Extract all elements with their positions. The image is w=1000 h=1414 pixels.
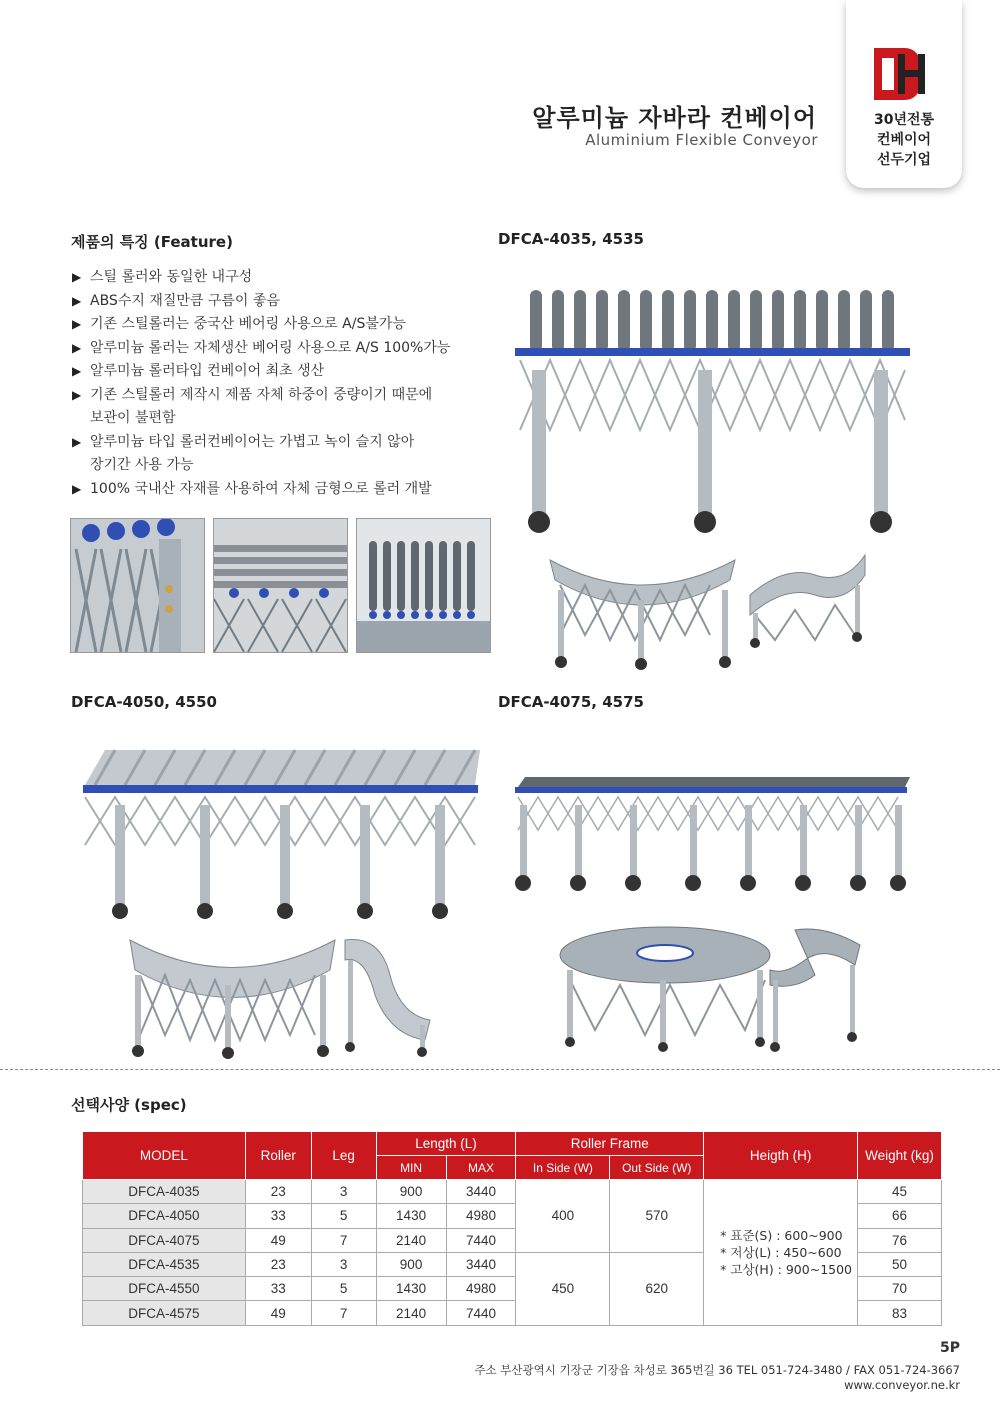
cell-max: 7440 (446, 1301, 516, 1325)
cell-max: 4980 (446, 1277, 516, 1301)
page-subtitle: Aluminium Flexible Conveyor (585, 131, 818, 149)
cell-leg: 3 (311, 1180, 376, 1204)
feature-text: 기존 스틸롤러는 중국산 베어링 사용으로 A/S불가능 (90, 316, 406, 332)
feature-text: ABS수지 재질만큼 구름이 좋음 (90, 292, 280, 309)
header-roller-frame: Roller Frame (516, 1132, 704, 1156)
product-photo-4035-curve (540, 540, 745, 670)
arrow-bullet-icon: ▶ (72, 270, 82, 284)
height-note-standard: * 표준(S) : 600~900 (720, 1227, 843, 1243)
feature-item (72, 360, 472, 384)
company-logo-icon (874, 48, 932, 100)
feature-text: 100% 국내산 자재를 사용하여 자체 금형으로 롤러 개발 (90, 480, 432, 497)
cell-in-side-45: 450 (516, 1252, 610, 1325)
feature-text: 알루미늄 롤러는 자체생산 베어링 사용으로 A/S 100%가능 (90, 339, 451, 356)
tagline-line-3: 선두기업 (876, 152, 932, 168)
arrow-bullet-icon: ▶ (72, 481, 82, 496)
cell-model: DFCA-4050 (83, 1204, 246, 1228)
spec-heading: 선택사양 (spec) (71, 1096, 187, 1114)
cell-max: 7440 (446, 1228, 516, 1252)
detail-photo-1 (70, 518, 205, 653)
cell-min: 2140 (376, 1228, 446, 1252)
cell-min: 1430 (376, 1204, 446, 1228)
detail-photo-3 (356, 518, 491, 653)
cell-weight: 76 (858, 1228, 942, 1252)
feature-text: 스틸 롤러와 동일한 내구성 (90, 269, 253, 285)
tagline-line-2: 컨베이어 (876, 132, 932, 148)
header-min: MIN (376, 1156, 446, 1180)
product-photo-4050-s-curve (340, 925, 435, 1060)
product-photo-4035-s-curve (745, 545, 870, 650)
cell-leg: 7 (311, 1301, 376, 1325)
arrow-bullet-icon: ▶ (72, 364, 82, 378)
feature-item (72, 478, 472, 502)
cell-model: DFCA-4075 (83, 1228, 246, 1252)
feature-item (72, 431, 472, 455)
feature-text: 보관이 불편함 (90, 410, 176, 426)
cell-max: 3440 (446, 1180, 516, 1204)
product-photo-4050 (75, 745, 485, 920)
header-max: MAX (446, 1156, 516, 1180)
header-leg: Leg (311, 1132, 376, 1180)
header-length: Length (L) (376, 1132, 516, 1156)
product-photo-4075-s-curve (765, 925, 865, 1055)
product-title-4075: DFCA-4075, 4575 (498, 693, 644, 711)
product-photo-4050-curve (125, 925, 340, 1060)
page-title: 알루미늄 자바라 컨베이어 (532, 104, 817, 132)
cell-roller: 23 (245, 1252, 311, 1276)
cell-roller: 49 (245, 1301, 311, 1325)
product-title-4035: DFCA-4035, 4535 (498, 230, 644, 248)
feature-item (72, 266, 472, 290)
feature-item (72, 337, 472, 361)
product-title-4050: DFCA-4050, 4550 (71, 693, 217, 711)
product-photo-4035 (510, 280, 915, 535)
brand-tab (846, 0, 962, 188)
arrow-bullet-icon: ▶ (72, 293, 82, 308)
feature-text: 기존 스틸롤러 제작시 제품 자체 하중이 중량이기 때문에 (90, 386, 433, 403)
arrow-bullet-icon: ▶ (72, 317, 82, 331)
product-photo-4075-circle (555, 925, 775, 1055)
cell-weight: 66 (858, 1204, 942, 1228)
cell-roller: 33 (245, 1204, 311, 1228)
cell-roller: 23 (245, 1180, 311, 1204)
section-divider (0, 1069, 1000, 1070)
cell-out-side-45: 620 (610, 1252, 704, 1325)
cell-max: 4980 (446, 1204, 516, 1228)
cell-leg: 5 (311, 1277, 376, 1301)
cell-out-side-40: 570 (610, 1180, 704, 1253)
cell-weight: 70 (858, 1277, 942, 1301)
features-list (72, 266, 472, 501)
header-model: MODEL (83, 1132, 246, 1180)
cell-model: DFCA-4535 (83, 1252, 246, 1276)
feature-text: 장기간 사용 가능 (90, 457, 194, 473)
feature-item (72, 407, 472, 431)
cell-height-notes (704, 1180, 858, 1326)
cell-min: 900 (376, 1180, 446, 1204)
footer-address: 주소 부산광역시 기장군 기장읍 차성로 365번길 36 TEL 051-724-3480 / FAX 051-724-3667 (474, 1363, 960, 1377)
feature-item (72, 290, 472, 314)
cell-weight: 45 (858, 1180, 942, 1204)
page-number: 5P (939, 1340, 960, 1356)
feature-item (72, 313, 472, 337)
header-height: Heigth (H) (704, 1132, 858, 1180)
cell-model: DFCA-4550 (83, 1277, 246, 1301)
feature-item (72, 384, 472, 408)
cell-roller: 33 (245, 1277, 311, 1301)
cell-weight: 50 (858, 1252, 942, 1276)
tagline-line-1: 30년전통 (873, 112, 935, 128)
cell-leg: 3 (311, 1252, 376, 1276)
header-roller: Roller (245, 1132, 311, 1180)
cell-leg: 7 (311, 1228, 376, 1252)
product-photo-4075 (510, 775, 915, 895)
cell-roller: 49 (245, 1228, 311, 1252)
arrow-bullet-icon: ▶ (72, 387, 82, 402)
cell-in-side-40: 400 (516, 1180, 610, 1253)
detail-photo-2 (213, 518, 348, 653)
feature-text: 알루미늄 롤러타입 컨베이어 최초 생산 (90, 363, 325, 379)
arrow-bullet-icon: ▶ (72, 340, 82, 355)
cell-leg: 5 (311, 1204, 376, 1228)
cell-model: DFCA-4035 (83, 1180, 246, 1204)
features-heading: 제품의 특징 (Feature) (71, 233, 233, 251)
cell-min: 900 (376, 1252, 446, 1276)
cell-model: DFCA-4575 (83, 1301, 246, 1325)
height-note-high: * 고상(H) : 900~1500 (720, 1261, 853, 1277)
footer-website[interactable]: www.conveyor.ne.kr (844, 1378, 960, 1392)
cell-min: 2140 (376, 1301, 446, 1325)
feature-item (72, 454, 472, 478)
cell-min: 1430 (376, 1277, 446, 1301)
arrow-bullet-icon: ▶ (72, 434, 82, 449)
height-note-low: * 저상(L) : 450~600 (720, 1244, 842, 1260)
header-weight: Weight (kg) (858, 1132, 942, 1180)
cell-weight: 83 (858, 1301, 942, 1325)
spec-table (82, 1131, 942, 1326)
header-in-side: In Side (W) (516, 1156, 610, 1180)
feature-text: 알루미늄 타입 롤러컨베이어는 가볍고 녹이 슬지 않아 (90, 433, 415, 450)
header-out-side: Out Side (W) (610, 1156, 704, 1180)
cell-max: 3440 (446, 1252, 516, 1276)
table-row (83, 1180, 942, 1204)
